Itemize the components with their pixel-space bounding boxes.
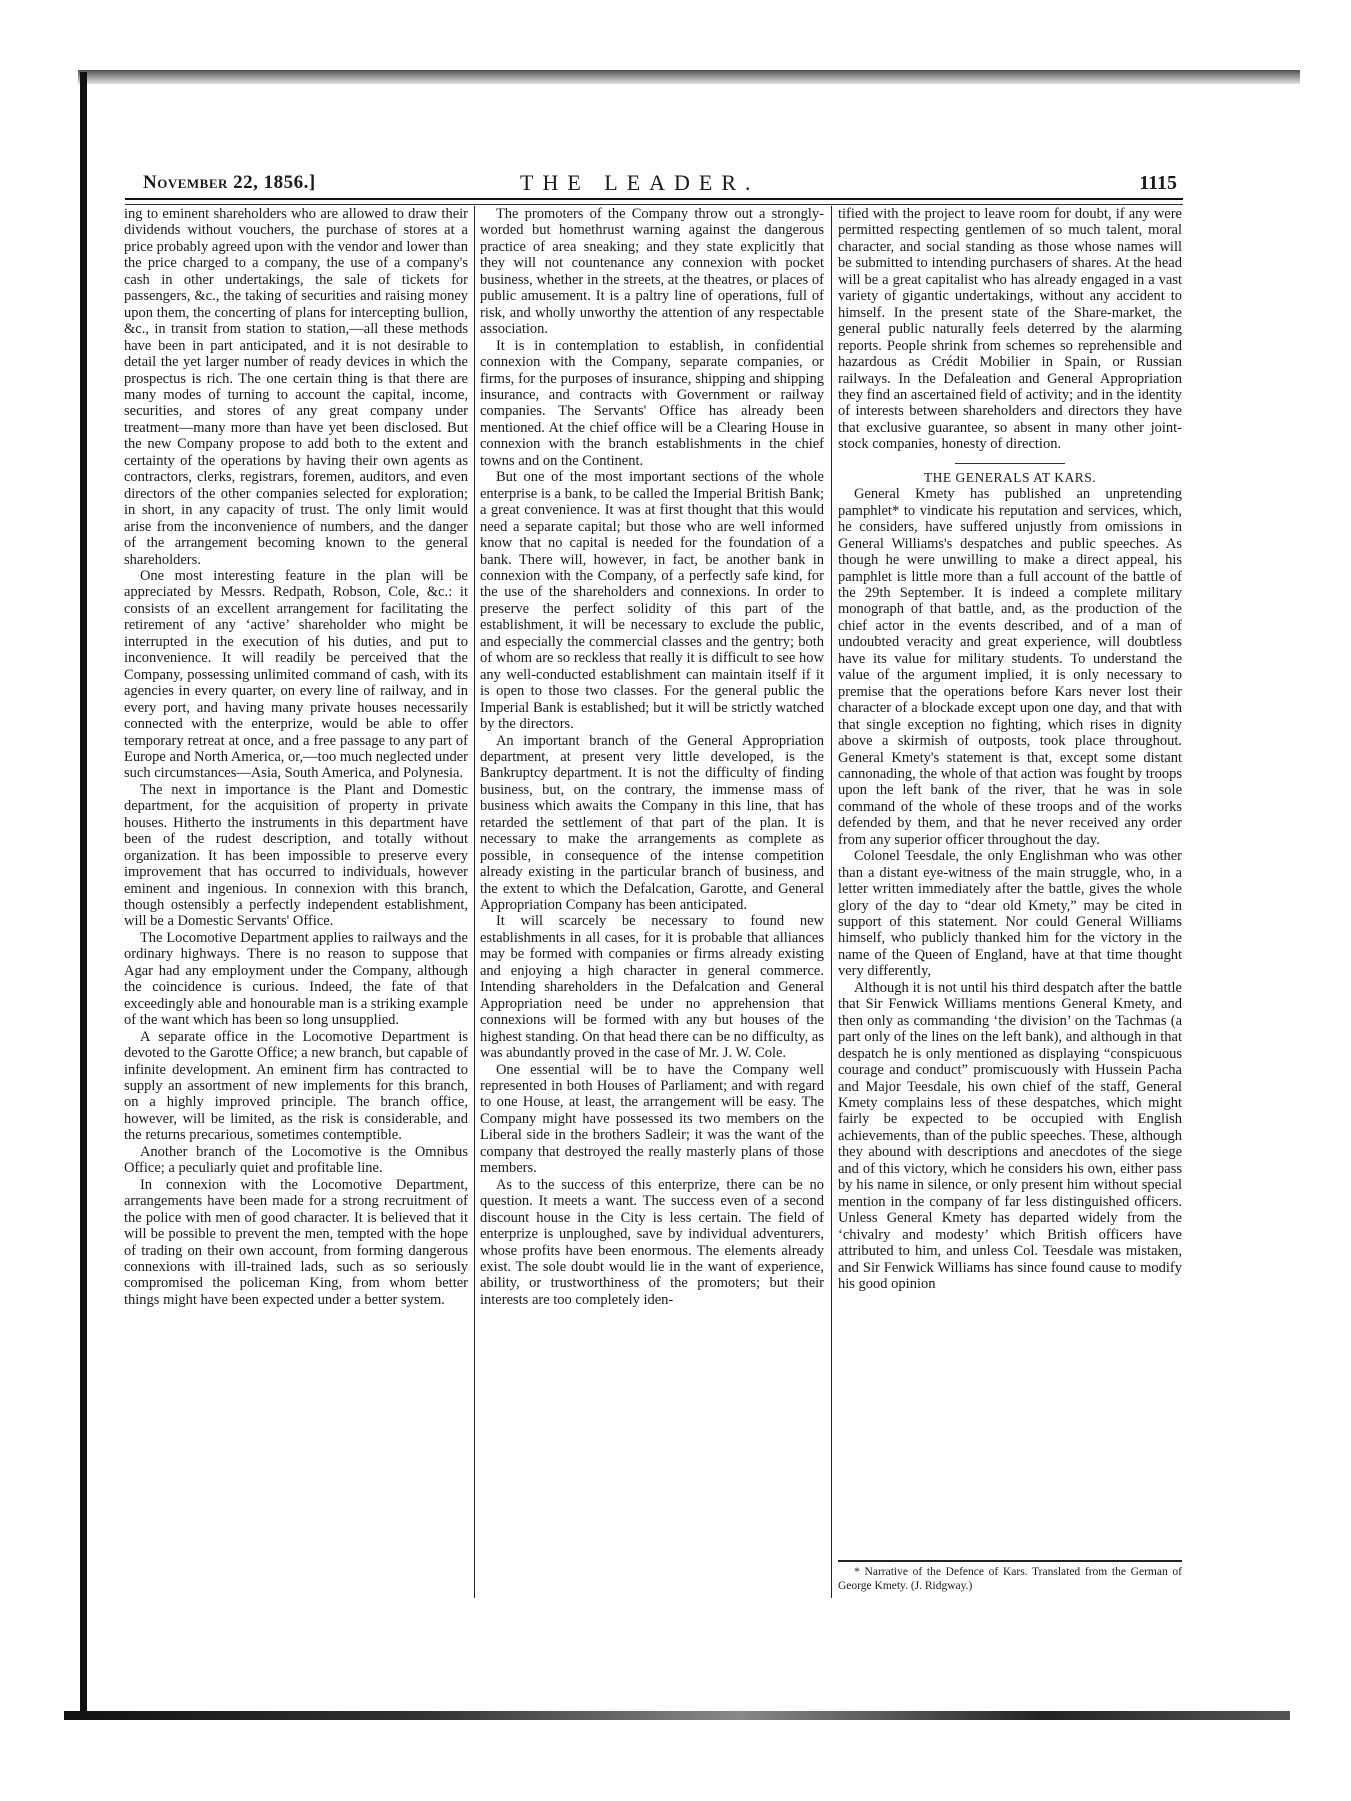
newspaper-title: THE LEADER.	[520, 170, 760, 195]
page-number: 1115	[1139, 172, 1177, 194]
header-rule	[125, 198, 1183, 205]
article-paragraph: General Kmety has published an unpretending pamphlet* to vindicate his reputation and services, which, he considers, have suffered unjustly from omissions in General Williams's despatches and public speeches. As though he were unwilling to make a direct appeal, his pamphlet is little more than a full account of the battle of the 29th September. It is indeed a complete military monograph of that battle, and, as the production of the chief actor in the events described, and of a man of undoubted veracity and great experience, will doubtless have its value for military students. To understand the value of the argument implied, it is only necessary to premise that the operations before Kars never lost their character of a blockade except upon one day, and that with that single exception no fighting, which rises in dignity above a skirmish of outposts, took place throughout. General Kmety's statement is that, except some distant cannonading, the whole of that action was fought by troops upon the left bank of the river, that he was in sole command of the whole of these troops and of the works defended by them, and that he never received any order from any superior officer throughout the day.	[838, 486, 1182, 848]
article-paragraph: Although it is not until his third despatch after the battle that Sir Fenwick Williams mentions General Kmety, and then only as commanding ‘the division’ on the Tachmas (a part only of the lines on the left bank), and although in that despatch he is only mentioned as displaying “conspicuous courage and conduct” promiscuously with Hussein Pacha and Major Teesdale, his own chief of the staff, General Kmety complains less of these despatches, which might fairly be expected to be occupied with English achievements, than of the public speeches. These, although they abound with descriptions and anecdotes of the siege and of this victory, which he considers his own, either pass by his name in silence, or only present him without special mention in the company of far less distinguished officers. Unless General Kmety has departed widely from the ‘chivalry and modesty’ which British officers have attributed to him, and unless Col. Teesdale was mistaken, and Sir Fenwick Williams has since found cause to modify his good opinion	[838, 979, 1182, 1292]
article-paragraph: The next in importance is the Plant and Domestic department, for the acquisition of property in private houses. Hitherto the instruments in this department have been of the rudest description, and totally without organization. It has been impossible to preserve every improvement that has occurred to individuals, however eminent and ingenious. In connexion with this branch, though ostensibly a perfectly independent establishment, will be a Domestic Servants' Office.	[124, 781, 468, 930]
article-paragraph: One essential will be to have the Company well represented in both Houses of Parliament; and with regard to one House, at least, the arrangement will be easy. The Company might have possessed its two members on the Liberal side in the brothers Sadleir; it was the want of the company that destroyed the really masterly plans of those members.	[480, 1061, 824, 1177]
footnote: * Narrative of the Defence of Kars. Translated from the German of George Kmety. (J. Ridgway.)	[838, 1566, 1182, 1592]
article-paragraph: Colonel Teesdale, the only Englishman who was other than a distant eye-witness of the main struggle, who, in a letter written immediately after the battle, gives the whole glory of the day to “dear old Kmety,” may be cited in support of this statement. Nor could General Williams himself, who publicly thanked him for the victory in the name of the Queen of England, have at that time thought very differently,	[838, 848, 1182, 980]
article-paragraph: An important branch of the General Appropriation department, at present very little developed, is the Bankruptcy department. It is not the difficulty of finding business, but, on the contrary, the immense mass of business which awaits the Company in this line, that has retarded the settlement of that part of the plan. It is necessary to make the arrangements as complete as possible, in consequence of the intense competition already existing in the particular branch of business, and the extent to which the Defalcation, Garotte, and General Appropriation Company has been anticipated.	[480, 732, 824, 914]
footnote-rule	[838, 1560, 1182, 1562]
page-header	[125, 168, 1185, 196]
column-divider	[474, 206, 475, 1598]
article-column-1	[124, 206, 468, 1308]
article-paragraph: The Locomotive Department applies to railways and the ordinary highways. There is no reason to suppose that Agar had any employment under the Company, although the coincidence is curious. Indeed, the fate of that exceedingly able and honourable man is a striking example of the want which has been so long unsupplied.	[124, 929, 468, 1029]
article-column-2	[480, 206, 824, 1308]
page-top-edge	[78, 70, 1300, 84]
article-paragraph: ing to eminent shareholders who are allowed to draw their dividends without vouchers, the purchase of stores at a price probably agreed upon with the vendor and lower than the price charged to a company, the use of a company's cash in other undertakings, the sale of tickets for passengers, &c., the taking of securities and raising money upon them, the concerting of plans for intercepting bullion, &c., in transit from station to station,—all these methods have been in part anticipated, and it is not desirable to detail the yet larger number of ready devices in which the prospectus is rich. The one certain thing is that there are many modes of turning to account the capital, income, securities, and stores of any great company under treatment—many more than have yet been disclosed. But the new Company propose to add both to the extent and certainty of the operations by having their own agents as contractors, clerks, registrars, foremen, auditors, and even directors of the other companies selected for exploration; in short, in any capacity of trust. The only limit would arise from the inconvenience of numbers, and the danger of the arrangement becoming known to the general shareholders.	[124, 206, 468, 568]
article-paragraph: But one of the most important sections of the whole enterprise is a bank, to be called the Imperial British Bank; a great convenience. It was at first thought that this would need a separate capital; but those who are well informed know that no capital is needed for the foundation of a bank. There will, however, in fact, be another bank in connexion with the Company, of a perfectly safe kind, for the use of the shareholders and connexions. In order to preserve the perfect solidity of this part of the establishment, it will be necessary to exclude the public, and especially the commercial classes and the gentry; both of whom are so reckless that really it is difficult to see how any well-conducted establishment can maintain itself if it is open to those two classes. For the general public the Imperial Bank is established; but it will be strictly watched by the directors.	[480, 469, 824, 733]
issue-date: November 22, 1856.]	[143, 172, 316, 193]
page-left-border	[80, 72, 87, 1717]
article-paragraph: A separate office in the Locomotive Department is devoted to the Garotte Office; a new branch, but capable of infinite development. An eminent firm has contracted to supply an assortment of new implements for this branch, on a highly improved principle. The branch office, however, will be limited, as the risk is considerable, and the returns precarious, sometimes contemptible.	[124, 1028, 468, 1144]
article-paragraph: It is in contemplation to establish, in confidential connexion with the Company, separate companies, or firms, for the purposes of insurance, shipping and shipping insurance, and contracts with Government or railway companies. The Servants' Office has already been mentioned. At the chief office will be a Clearing House in connexion with the branch establishments in the chief towns and on the Continent.	[480, 337, 824, 469]
article-paragraph: As to the success of this enterprize, there can be no question. It meets a want. The success even of a second discount house in the City is less certain. The field of enterprize is unploughed, save by individual adventurers, whose profits have been enormous. The elements already exist. The sole doubt would lie in the want of experience, ability, or trustworthiness of the promoters; but their interests are too completely iden-	[480, 1176, 824, 1308]
page-bottom-edge	[64, 1711, 1290, 1720]
article-paragraph: It will scarcely be necessary to found new establishments in all cases, for it is probable that alliances may be formed with companies or firms already existing and enjoying a high character in general commerce. Intending shareholders in the Defalcation and General Appropriation need be under no apprehension that connexions will be formed with any but houses of the highest standing. On that head there can be no difficulty, as was abundantly proved in the case of Mr. J. W. Cole.	[480, 913, 824, 1062]
article-paragraph: tified with the project to leave room for doubt, if any were permitted respecting gentlemen of so much talent, moral character, and social standing as those whose names will be submitted to intending purchasers of shares. At the head will be a great capitalist who has already engaged in a vast variety of gigantic undertakings, without any accident to himself. In the present state of the Share-market, the general public naturally feels deterred by the alarming reports. People shrink from schemes so reprehensible and hazardous as Crédit Mobilier in Spain, or Russian railways. In the Defaleation and General Appropriation they find an ascertained field of activity; and in the identity of interests between shareholders and directors they have that exclusive guarantee, so absent in many other joint-stock companies, honesty of direction.	[838, 206, 1182, 453]
article-paragraph: In connexion with the Locomotive Department, arrangements have been made for a strong recruitment of the police with men of good character. It is believed that it will be possible to prevent the men, tempted with the hope of trading on their own account, from forming dangerous connexions with ill-trained lads, such as so seriously compromised the policeman King, from whom better things might have been expected under a better system.	[124, 1176, 468, 1308]
section-rule	[955, 463, 1065, 464]
section-heading: THE GENERALS AT KARS.	[923, 469, 1097, 485]
article-paragraph: One most interesting feature in the plan will be appreciated by Messrs. Redpath, Robson, Cole, &c.: it consists of an excellent arrangement for facilitating the retirement of any ‘active’ shareholder who might be interrupted in the execution of his duties, and put to inconvenience. It will readily be perceived that the Company, possessing unlimited command of cash, with its agencies in every quarter, on every line of railway, and in every port, and having many private houses necessarily connected with the enterprize, would be able to offer temporary retreat at once, and a free passage to any part of Europe and North America, or,—too much neglected under such circumstances—Asia, South America, and Polynesia.	[124, 567, 468, 782]
article-paragraph: The promoters of the Company throw out a strongly-worded but homethrust warning against the dangerous practice of area sneaking; and they state explicitly that they will not countenance any connexion with pocket business, whether in the streets, at the theatres, or places of public amusement. It is a paltry line of operations, full of risk, and wholly unworthy the attention of any respectable association.	[480, 206, 824, 338]
article-column-3	[838, 206, 1182, 1292]
column-divider	[831, 206, 832, 1598]
article-paragraph: Another branch of the Locomotive is the Omnibus Office; a peculiarly quiet and profitable line.	[124, 1143, 468, 1177]
